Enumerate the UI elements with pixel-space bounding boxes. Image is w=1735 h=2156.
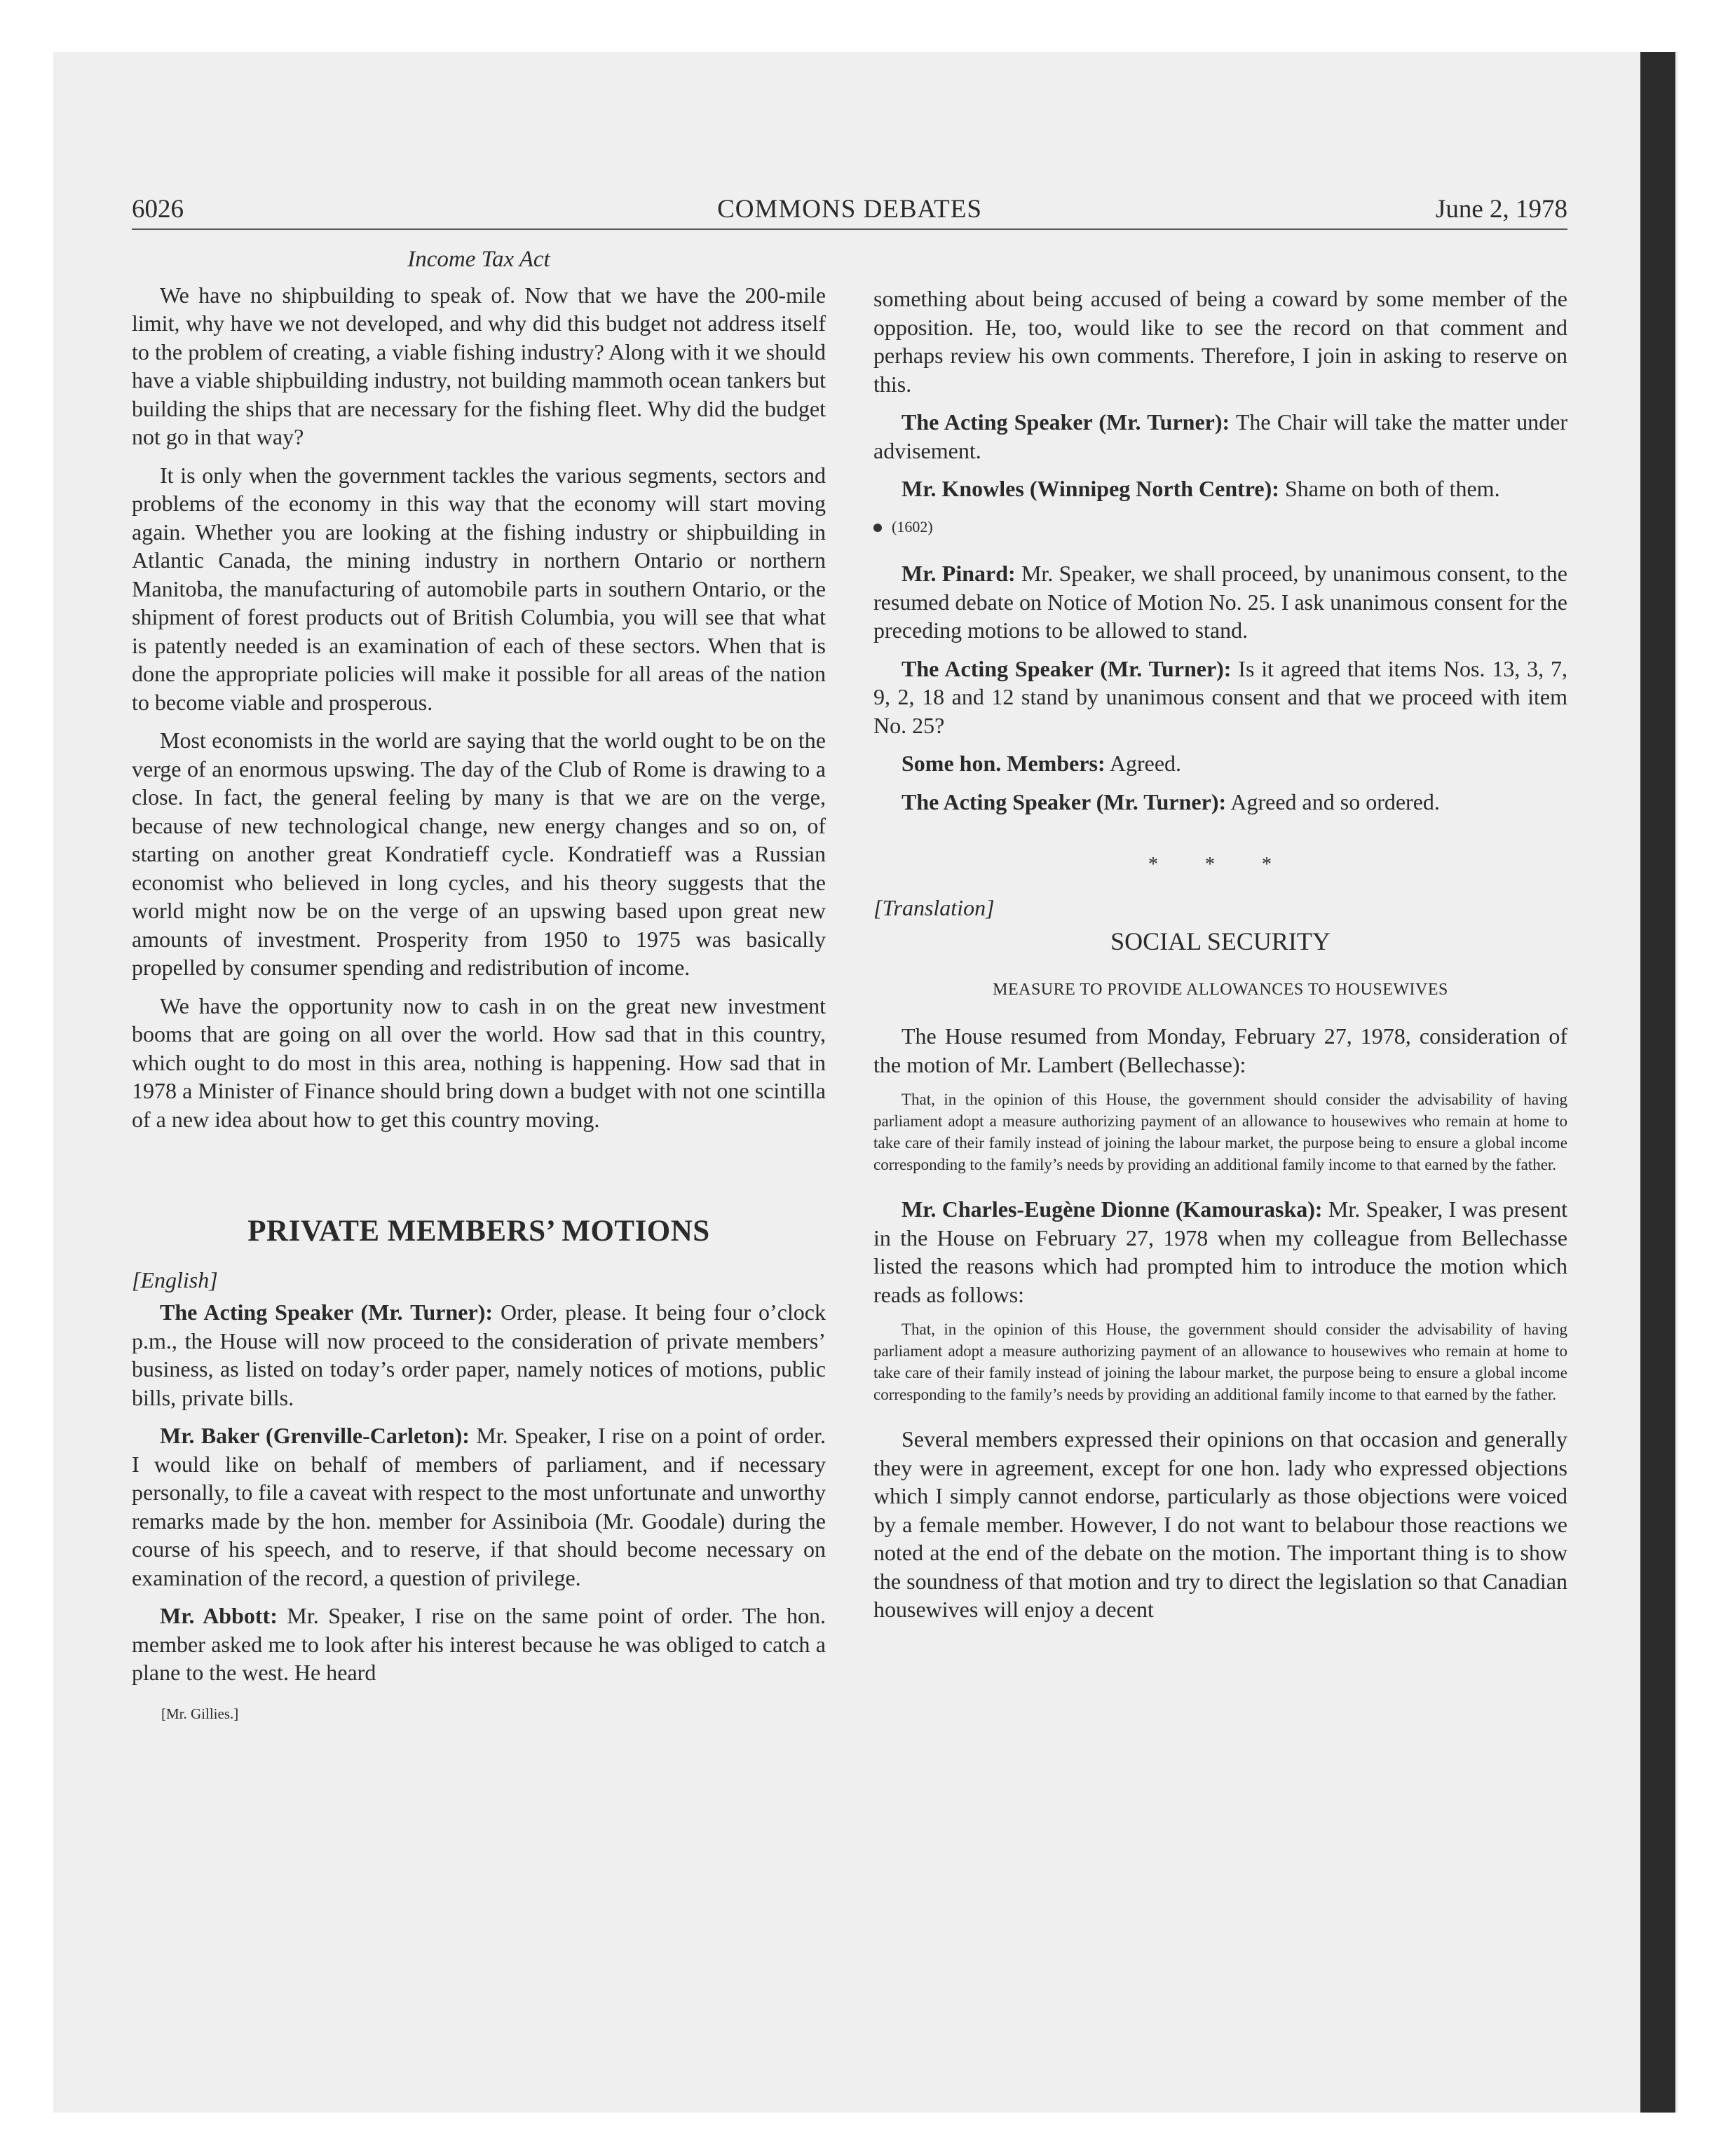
- speech: [873, 559, 1567, 645]
- speech-text: Order, please. It being four o’clock p.m., the House will now proceed to the consideration of private members’ business, as listed on today’s order paper, namely notices of motions, public bills, private bills.: [132, 1299, 826, 1410]
- motion-quote: That, in the opinion of this House, the government should consider the advisability of having parliament adopt a measure authorizing payment of an allowance to housewives who remain at home to take care of their family instead of joining the labour market, the purpose being to ensure a global income corresponding to the family’s needs by providing an additional family income to that earned by the father.: [873, 1321, 1567, 1403]
- language-note: [English]: [132, 1267, 218, 1292]
- speaker-name: The Acting Speaker (Mr. Turner):: [160, 1299, 493, 1325]
- publication-title: COMMONS DEBATES: [717, 195, 982, 224]
- speaker-name: The Acting Speaker (Mr. Turner):: [901, 655, 1232, 681]
- speech-text: Shame on both of them.: [1279, 476, 1500, 501]
- timestamp: [873, 513, 1567, 542]
- speech-text: The Chair will take the matter under advisement.: [873, 409, 1568, 463]
- speech-text: Mr. Speaker, I rise on the same point of order. The hon. member asked me to look after his interest because he was obliged to catch a plane to the west. He heard: [132, 1603, 826, 1685]
- speech: [873, 749, 1567, 778]
- running-head: Income Tax Act: [407, 247, 550, 272]
- language-note: [Translation]: [873, 894, 995, 920]
- motion-quote: That, in the opinion of this House, the government should consider the advisability of having parliament adopt a measure authorizing payment of an allowance to housewives who remain at home to take care of their family instead of joining the labour market, the purpose being to ensure a global income corresponding to the family’s needs by providing an additional family income to that earned by the father.: [873, 1091, 1567, 1173]
- speech-text: Mr. Speaker, I was present in the House on February 27, 1978 when my colleague from Bellechasse listed the reasons which had prompted him to introduce the motion which reads as follows:: [873, 1196, 1568, 1307]
- page-header: [132, 193, 1567, 230]
- speech-text: Mr. Speaker, we shall proceed, by unanimous consent, to the resumed debate on Notice of Motion No. 25. I ask unanimous consent for the preceding motions to be allowed to stand.: [873, 561, 1568, 643]
- paragraph: something about being accused of being a coward by some member of the opposition. He, too, would like to see the record on that comment and perhaps review his own comments. Therefore, I join in asking to reserve on this.: [873, 286, 1567, 397]
- speaker-name: Mr. Pinard:: [901, 561, 1016, 586]
- speech-text: Is it agreed that items Nos. 13, 3, 7, 9, 2, 18 and 12 stand by unanimous consent and that we proceed with item No. 25?: [873, 655, 1568, 738]
- speaker-name: Mr. Baker (Grenville-Carleton):: [160, 1423, 470, 1448]
- footnote: [Mr. Gillies.]: [161, 1705, 239, 1722]
- speaker-name: Mr. Knowles (Winnipeg North Centre):: [901, 476, 1279, 501]
- speaker-name: Mr. Charles-Eugène Dionne (Kamouraska):: [901, 1196, 1323, 1222]
- speech-text: Agreed.: [1105, 751, 1182, 776]
- paragraph: Several members expressed their opinions on that occasion and generally they were in agreement, except for one hon. lady who expressed objections which I simply cannot endorse, particularly as those objections were voiced by a female member. However, I do not want to belabour those reactions we noted at the end of the debate on the motion. The important thing is to show the soundness of that motion and try to direct the legislation so that Canadian housewives will enjoy a decent: [873, 1426, 1567, 1622]
- paragraph: It is only when the government tackles the various segments, sectors and problems of the economy in this way that the economy will start moving again. Whether you are looking at the fishing industry or shipbuilding in Atlantic Canada, the mining industry in northern Ontario or northern Manitoba, the manufacturing of automobile parts in southern Ontario, or the shipment of forest products out of British Columbia, you will see that what is patently needed is an examination of each of these sectors. When that is done the appropriate policies will make it possible for all areas of the nation to become viable and prosperous.: [132, 462, 826, 715]
- paragraph: Most economists in the world are saying that the world ought to be on the verge of an enormous upswing. The day of the Club of Rome is drawing to a close. In fact, the general feeling by many is that we are on the verge, because of new technological change, new energy changes and so on, of starting on another great Kondratieff cycle. Kondratieff was a Russian economist who believed in long cycles, and his theory suggests that the world might now be on the verge of an upswing based upon great new amounts of investment. Prosperity from 1950 to 1975 was basically propelled by consumer spending and redistribution of income.: [132, 728, 826, 980]
- speech-text: Agreed and so ordered.: [1226, 789, 1440, 814]
- paragraph: We have no shipbuilding to speak of. Now that we have the 200-mile limit, why have we not developed, and why did this budget not address itself to the problem of creating, a viable fishing industry? Along with it we should have a viable shipbuilding industry, not building mammoth ocean tankers but building the ships that are necessary for the fishing fleet. Why did the budget not go in that way?: [132, 282, 826, 449]
- paragraph: We have the opportunity now to cash in on the great new investment booms that are going on all over the world. How sad that in this country, which ought to do most in this area, nothing is happening. How sad that in 1978 a Minister of Finance should bring down a budget with not one scintilla of a new idea about how to get this country moving.: [132, 992, 826, 1132]
- timestamp-text: (1602): [892, 517, 933, 535]
- speaker-name: Mr. Abbott:: [160, 1603, 278, 1628]
- speaker-name: The Acting Speaker (Mr. Turner):: [901, 789, 1227, 814]
- publication-date: June 2, 1978: [1435, 195, 1567, 224]
- speech: [132, 1298, 826, 1412]
- bullet-icon: [873, 524, 882, 532]
- speech: [873, 1195, 1567, 1309]
- left-column: [132, 245, 826, 1728]
- speech: [132, 1421, 826, 1592]
- speech: [873, 788, 1567, 817]
- page-number: 6026: [132, 195, 184, 224]
- speech: [132, 1602, 826, 1687]
- speech: [873, 475, 1567, 503]
- subtopic-heading: MEASURE TO PROVIDE ALLOWANCES TO HOUSEWIVES: [993, 980, 1448, 999]
- speech: [873, 655, 1567, 740]
- section-break: * * *: [1148, 854, 1293, 875]
- paragraph: The House resumed from Monday, February 27, 1978, consideration of the motion of Mr. Lambert (Bellechasse):: [873, 1023, 1567, 1077]
- speaker-name: The Acting Speaker (Mr. Turner):: [901, 409, 1230, 435]
- section-heading: PRIVATE MEMBERS’ MOTIONS: [247, 1215, 710, 1248]
- scan-edge-shadow: [1640, 52, 1675, 2113]
- speech-text: Mr. Speaker, I rise on a point of order. I would like on behalf of members of parliament, and if necessary personally, to file a caveat with respect to the most unfortunate and unworthy remarks made by the hon. member for Assiniboia (Mr. Goodale) during the course of his speech, and to reserve, if that should become necessary on examination of the record, a question of privilege.: [132, 1423, 826, 1590]
- right-column: [873, 285, 1567, 1634]
- speaker-name: Some hon. Members:: [901, 751, 1105, 776]
- speech: [873, 408, 1567, 465]
- topic-heading: SOCIAL SECURITY: [1110, 927, 1331, 955]
